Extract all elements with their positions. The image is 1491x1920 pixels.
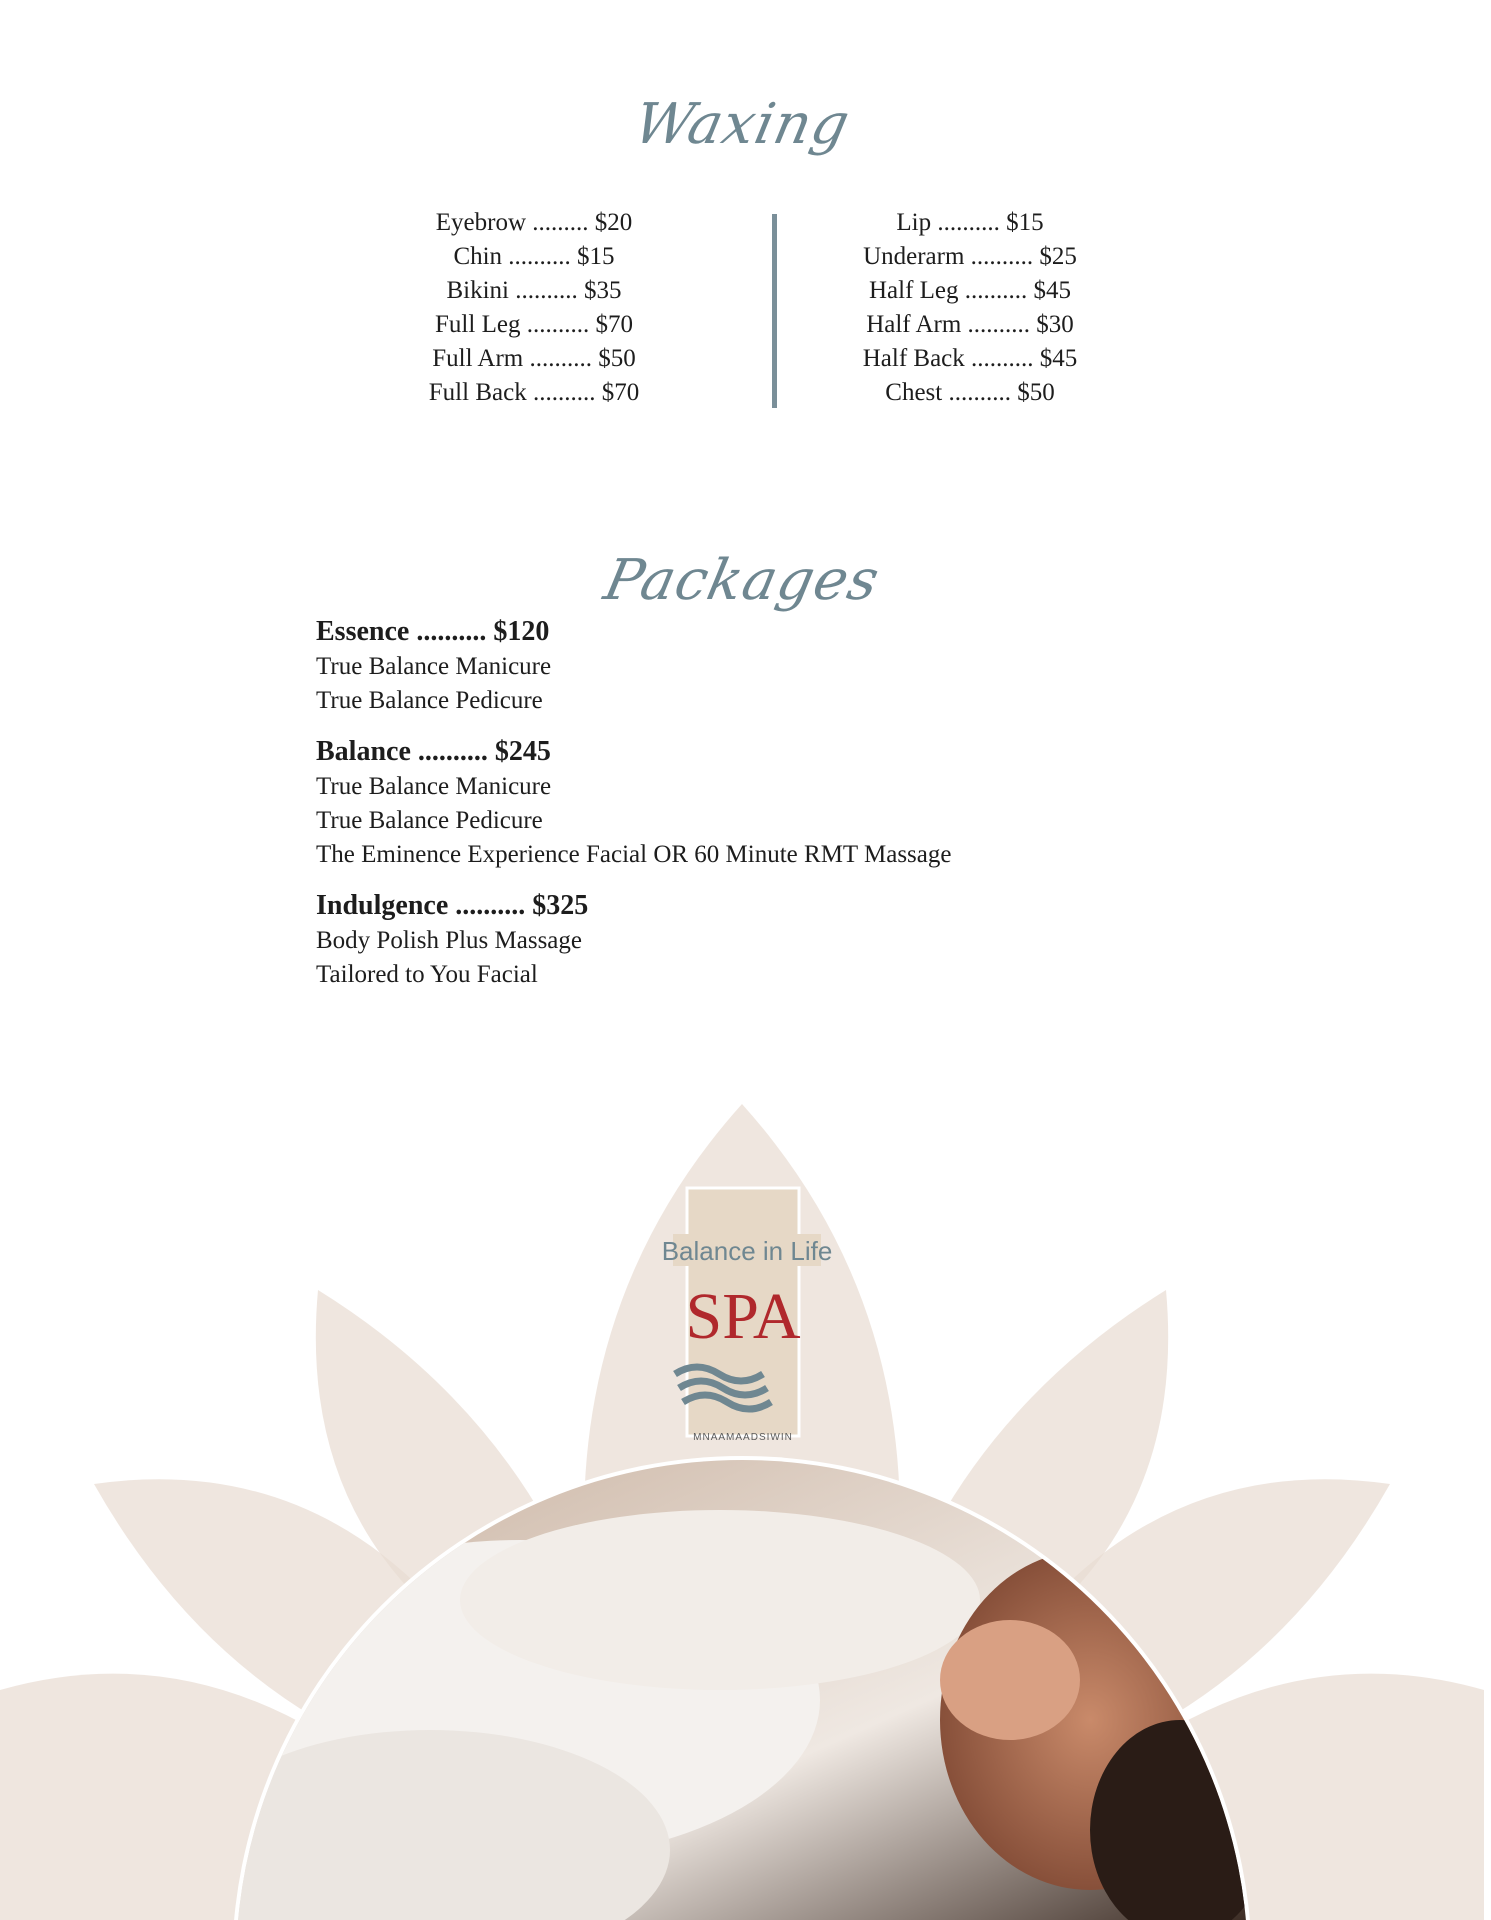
waxing-item: Chest .......... $50 (885, 379, 1055, 406)
package-line: Body Polish Plus Massage (316, 927, 583, 954)
waxing-item: Lip .......... $15 (896, 209, 1044, 236)
package-title: Indulgence .......... $325 (316, 890, 589, 921)
package-title: Balance .......... $245 (316, 736, 551, 767)
logo-name-text: Balance in Life (661, 1236, 833, 1266)
package-line: Tailored to You Facial (316, 961, 538, 988)
waxing-item: Chin .......... $15 (453, 243, 615, 270)
package-line: True Balance Manicure (316, 653, 552, 680)
packages-heading: Packages (598, 548, 886, 613)
packages-list (316, 614, 1216, 1008)
spa-logo-mark (661, 1188, 833, 1446)
package-balance (316, 734, 1216, 872)
package-essence (316, 614, 1216, 718)
package-line: True Balance Pedicure (316, 687, 543, 714)
package-indulgence (316, 888, 1216, 992)
waxing-heading: Waxing (628, 92, 856, 157)
waxing-item: Underarm .......... $25 (863, 243, 1077, 270)
column-divider (772, 214, 777, 408)
package-title: Essence .......... $120 (316, 616, 550, 647)
logo-tagline-text: MNAAMAADSIWIN (693, 1432, 793, 1443)
waxing-list-right (820, 206, 1120, 410)
waxing-list-left (384, 206, 684, 410)
waxing-item: Full Arm .......... $50 (432, 345, 636, 372)
waxing-item: Eyebrow ......... $20 (435, 209, 633, 236)
waxing-item: Half Back .......... $45 (862, 345, 1078, 372)
logo-spa-text: SPA (685, 1280, 801, 1353)
spa-logo (661, 1188, 833, 1446)
package-line: True Balance Manicure (316, 773, 552, 800)
waxing-item: Half Leg .......... $45 (868, 277, 1072, 304)
package-line: True Balance Pedicure (316, 807, 543, 834)
waxing-item: Full Back .......... $70 (428, 379, 640, 406)
waxing-item: Half Arm .......... $30 (866, 311, 1074, 338)
waxing-item: Bikini .......... $35 (446, 277, 622, 304)
package-line: The Eminence Experience Facial OR 60 Minute RMT Massage (316, 841, 952, 868)
waxing-item: Full Leg .......... $70 (435, 311, 633, 338)
